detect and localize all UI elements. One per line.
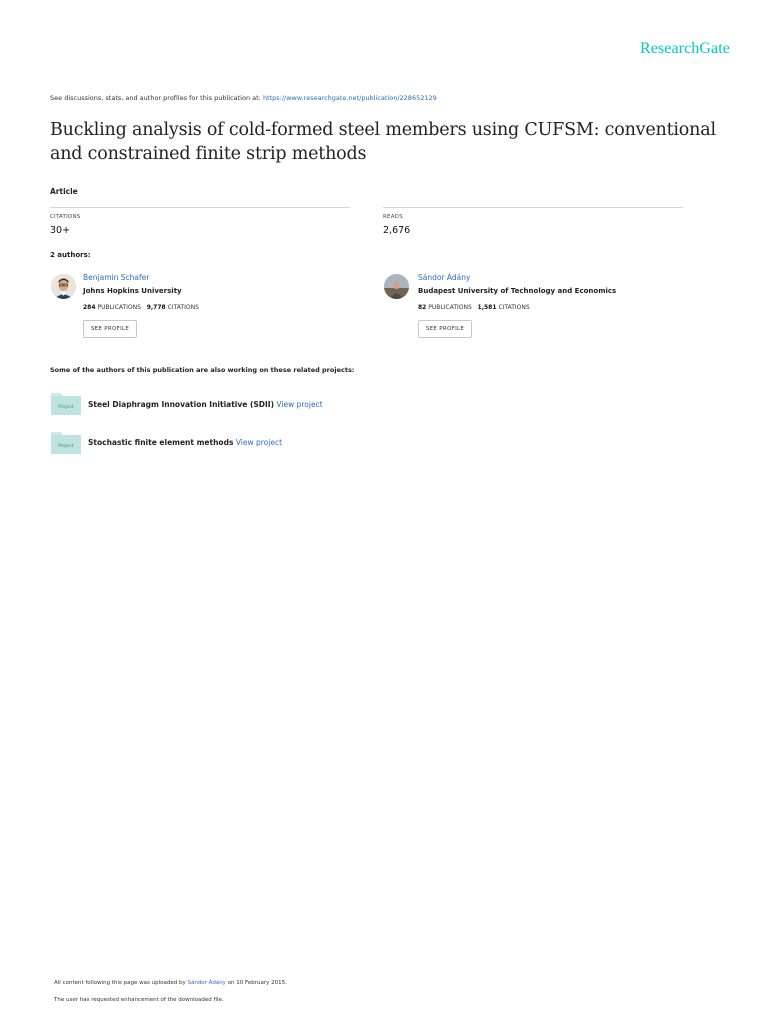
project-item-2	[88, 438, 282, 447]
author-stats-1	[83, 304, 199, 311]
enhancement-note: The user has requested enhancement of the downloaded file.	[54, 997, 224, 1003]
author-publications-count-2: 82	[418, 304, 427, 311]
upload-suffix: on 10 February 2015.	[227, 980, 287, 986]
discussions-prefix: See discussions, stats, and author profiles for this publication at:	[50, 94, 261, 102]
project-name-2: Stochastic finite element methods	[88, 438, 234, 447]
citations-label: CITATIONS	[50, 214, 81, 220]
author-name-2[interactable]: Sándor Ádány	[418, 273, 471, 282]
view-project-link-2[interactable]: View project	[235, 438, 283, 447]
see-profile-button-1[interactable]: SEE PROFILE	[83, 320, 137, 338]
avatar-sandor-adany[interactable]	[384, 274, 409, 299]
project-icon	[51, 432, 81, 454]
reads-value: 2,676	[383, 225, 411, 236]
reads-divider	[383, 207, 683, 208]
author-name-1[interactable]: Benjamin Schafer	[83, 273, 150, 282]
citations-value: 30+	[50, 225, 71, 236]
author-publications-label-1: PUBLICATIONS	[97, 304, 141, 311]
discussions-line	[50, 94, 437, 102]
publication-url-link[interactable]: https://www.researchgate.net/publication/228652129	[262, 94, 437, 102]
project-icon-label: Project	[58, 444, 74, 449]
author-institution-2: Budapest University of Technology and Economics	[418, 287, 617, 295]
avatar-benjamin-schafer[interactable]	[51, 274, 76, 299]
author-citations-count-2: 1,581	[477, 304, 497, 311]
author-citations-label-2: CITATIONS	[498, 304, 530, 311]
publication-title: Buckling analysis of cold-formed steel members using CUFSM: conventional and constrained finite strip methods	[50, 120, 716, 164]
citations-divider	[50, 207, 350, 208]
uploader-link[interactable]: Sándor Ádány	[187, 980, 226, 986]
reads-label: READS	[383, 214, 403, 220]
author-publications-count-1: 284	[83, 304, 96, 311]
view-project-link-1[interactable]: View project	[276, 400, 323, 409]
project-icon	[51, 393, 81, 415]
project-item-1	[88, 400, 323, 409]
author-citations-label-1: CITATIONS	[167, 304, 199, 311]
author-institution-1: Johns Hopkins University	[83, 287, 182, 295]
upload-prefix: All content following this page was uploaded by	[54, 980, 186, 986]
project-name-1: Steel Diaphragm Innovation Initiative (SDII)	[88, 400, 275, 409]
researchgate-logo[interactable]: ResearchGate	[639, 40, 730, 57]
related-projects-heading: Some of the authors of this publication are also working on these related projects:	[50, 366, 355, 374]
publication-type: Article	[50, 187, 78, 196]
author-publications-label-2: PUBLICATIONS	[428, 304, 472, 311]
authors-count: 2 authors:	[50, 251, 91, 259]
author-stats-2	[418, 304, 530, 311]
author-citations-count-1: 9,778	[146, 304, 166, 311]
project-icon-label: Project	[58, 405, 74, 410]
upload-note	[54, 980, 287, 986]
see-profile-button-2[interactable]: SEE PROFILE	[418, 320, 472, 338]
